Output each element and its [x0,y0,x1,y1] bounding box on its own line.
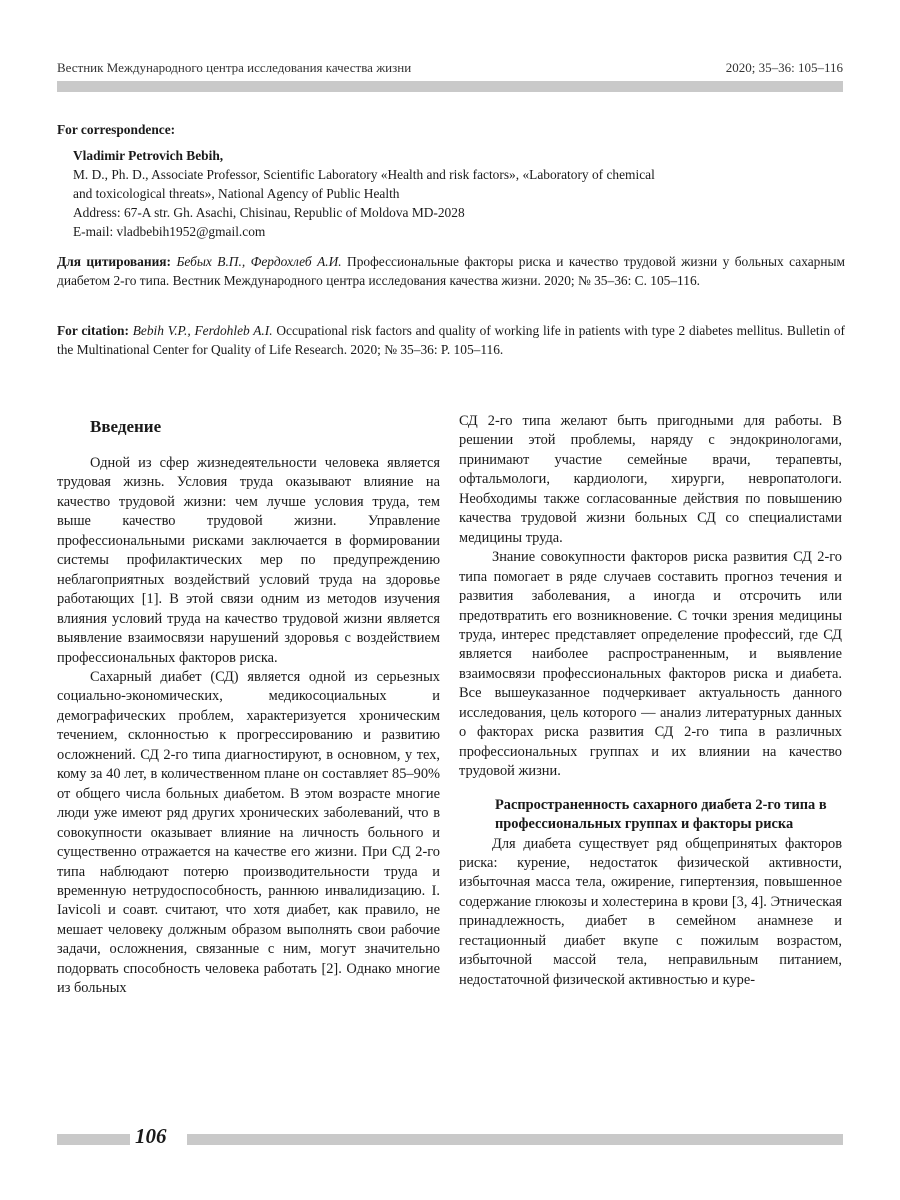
citation-ru-label: Для цитирования: [57,254,171,269]
citation-en-label: For citation: [57,323,129,338]
citation-en-authors: Bebih V.P., Ferdohleb A.I. [132,323,273,338]
body-paragraph: Сахарный диабет (СД) является одной из серьезных социально-экономических, медикосоциальных и демографических проблем, характеризуется хроническим течением, склонностью к прогрессированию и развитию осложнений. СД 2-го типа диагностируют, в основном, у тех, кому за 40 лет, в количественном плане он составляет 85–90% от общего числа больных диабетом. В этом возрасте многие люди уже имеют ряд других хронических заболеваний, что в совокупности оказывает влияние на личность больного и существенно отражается на качестве его жизни. При СД 2-го типа наблюдают потерю производительности труда и временную нетрудоспособность, раннюю инвалидизацию. I. Iavicoli и соавт. считают, что хотя диабет, как правило, не мешает человеку должным образом выполнять свои рабочие задачи, осложнения, связанные с ним, могут значительно подорвать способность человека работать [2]. Однако многие из больных [57,668,440,997]
citation-ru-text: Профессиональные факторы риска и качество трудовой жизни у больных сахарным диабетом 2-го типа. Вестник Международного центра исследования качества жизни. 2020; № 35–36: С. 105–116. [57,254,845,288]
running-header [57,60,843,76]
citation-en-text: Occupational risk factors and quality of working life in patients with type 2 diabetes mellitus. Bulletin of the Multinational Center for Quality of Life Research. 2020; № 35–36: P. 105–116. [57,323,845,357]
right-column [459,412,842,990]
author-detail-line: and toxicological threats», National Agency of Public Health [73,186,400,201]
subsection-heading: Распространенность сахарного диабета 2-го типа в профессиональных группах и факторы риска [495,796,827,833]
left-column [57,412,440,999]
header-divider-bar [57,81,843,92]
citation-en [57,321,845,359]
body-paragraph: Знание совокупности факторов риска развития СД 2-го типа помогает в ряде случаев составить прогноз течения и развития заболевания, а иногда и отсрочить или предотвратить его возникновение. С точки зрения медицины труда, интерес представляет определение профессий, где СД является наиболее распространенным, и выявление взаимосвязи профессиональных факторов риска и диабета. Все вышеуказанное подчеркивает актуальность данного исследования, цель которого — анализ литературных данных о факторах риска развития СД 2-го типа в различных профессиональных группах и их влиянии на качество трудовой жизни. [459,549,842,780]
author-name: Vladimir Petrovich Bebih, [73,148,224,163]
correspondence-block [57,120,847,241]
author-detail-line: M. D., Ph. D., Associate Professor, Scientific Laboratory «Health and risk factors», «Laboratory of chemical [73,167,655,182]
correspondence-label: For correspondence: [57,122,176,137]
body-paragraph: Одной из сфер жизнедеятельности человека является трудовая жизнь. Условия труда оказывают влияние на качество трудовой жизни: чем лучше условия труда, тем выше качество трудовой жизни. Управление профессиональными рисками заключается в формировании системы профилактических мер по предупреждению неблагоприятных воздействий условий труда на здоровье работающих [1]. В этой связи одним из методов изучения влияния условий труда на качество трудовой жизни является выявление взаимосвязи нарушений здоровья с воздействием профессиональных факторов риска. [57,455,440,666]
author-address: Address: 67-A str. Gh. Asachi, Chisinau, Republic of Moldova MD-2028 [73,205,465,220]
body-paragraph: Для диабета существует ряд общепринятых факторов риска: курение, недостаток физической активности, избыточная масса тела, ожирение, гипертензия, повышенное содержание глюкозы и холестерина в крови [3, 4]. Этническая принадлежность, диабет в семейном анамнезе и гестационный диабет вкупе с пожилым возрастом, избыточной массой тела, неправильным питанием, недостаточной физической активностью и куре- [459,835,842,988]
footer-bar-left [57,1134,130,1145]
issue-pages: 2020; 35–36: 105–116 [725,60,843,75]
citation-ru-authors: Бебых В.П., Фердохлеб А.И. [176,254,342,269]
footer-bar-right [187,1134,843,1145]
author-email: E-mail: vladbebih1952@gmail.com [73,224,266,239]
section-heading: Введение [90,417,162,436]
page-number: 106 [135,1124,167,1148]
body-paragraph-continued: СД 2-го типа желают быть пригодными для работы. В решении этой проблемы, наряду с эндокринологами, принимают участие семейные врачи, терапевты, офтальмологи, кардиологи, хирурги, невропатологи. Необходимы также согласованные действия по повышению качества трудовой жизни больных СД со специалистами медицины труда. [459,413,842,546]
citation-ru [57,252,845,290]
journal-title: Вестник Международного центра исследования качества жизни [57,60,412,75]
